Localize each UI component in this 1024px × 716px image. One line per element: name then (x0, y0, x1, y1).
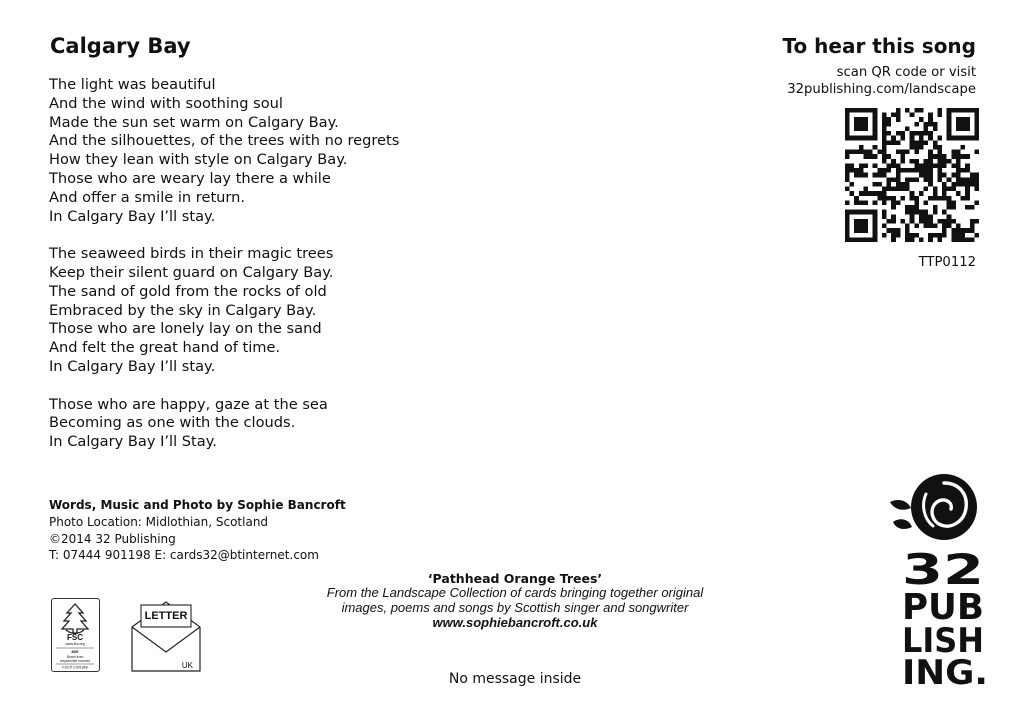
logo-line: 32 (902, 545, 984, 594)
hear-heading: To hear this song (782, 34, 976, 58)
qr-code-icon[interactable] (845, 108, 979, 242)
lyric-line: And felt the great hand of time. (49, 339, 281, 357)
lyric-line: Becoming as one with the clouds. (49, 414, 296, 432)
fsc-sub1: Board from (66, 655, 84, 659)
no-message-note: No message inside (448, 671, 582, 687)
letter-envelope-icon (131, 600, 201, 672)
fsc-sub2: responsible sources (59, 659, 91, 663)
stanza (49, 396, 399, 452)
lyric-line: The sand of gold from the rocks of old (49, 282, 327, 300)
photo-title: ‘Pathhead Orange Trees’ (427, 571, 603, 586)
lyric-line: Those who are weary lay there a while (49, 169, 331, 187)
credit-location: Photo Location: Midlothian, Scotland (49, 514, 269, 529)
lyric-line: And the wind with soothing soul (49, 94, 283, 112)
lyric-line: In Calgary Bay I’ll Stay. (49, 433, 217, 451)
country-label: UK (181, 661, 193, 670)
logo-line: ING. (902, 653, 988, 688)
lyric-line: The light was beautiful (49, 76, 216, 93)
lyric-line: How they lean with style on Calgary Bay. (49, 151, 348, 169)
credit-contact: T: 07444 901198 E: cards32@btinternet.com (49, 548, 319, 563)
stanza (49, 76, 399, 226)
fsc-tree-icon (52, 599, 98, 670)
credit-author: Words, Music and Photo by Sophie Bancroft (49, 498, 346, 512)
lyric-line: The seaweed birds in their magic trees (49, 245, 334, 263)
letter-label: LETTER (144, 610, 188, 622)
credits (49, 497, 346, 564)
lyric-line: Keep their silent guard on Calgary Bay. (49, 263, 334, 281)
logo-line: PUB (902, 587, 984, 628)
product-code: TTP0112 (918, 255, 976, 270)
hear-url[interactable]: 32publishing.com/landscape (787, 82, 976, 97)
fsc-code: FSC® C001869 (62, 665, 88, 670)
website-link[interactable]: www.sophiebancroft.co.uk (432, 615, 598, 630)
collection-desc-2: images, poems and songs by Scottish singer and songwriter (341, 599, 689, 615)
rose-icon (890, 474, 977, 540)
fsc-mix: MIX (71, 649, 79, 654)
fsc-label: FSC (67, 633, 83, 642)
collection-desc-1: From the Landscape Collection of cards bringing together original (326, 585, 704, 600)
fsc-logo (51, 598, 100, 672)
lyric-line: Those who are happy, gaze at the sea (49, 395, 328, 413)
photo-caption (290, 571, 740, 630)
lyric-line: Embraced by the sky in Calgary Bay. (49, 301, 317, 319)
lyric-line: And the silhouettes, of the trees with no regrets (49, 132, 400, 150)
credit-copyright: ©2014 32 Publishing (49, 531, 176, 546)
fsc-site: www.fsc.org (65, 642, 85, 646)
lyrics (49, 76, 399, 471)
logo-line: LISH (902, 621, 984, 661)
lyric-line: Those who are lonely lay on the sand (49, 320, 322, 338)
lyric-line: In Calgary Bay I’ll stay. (49, 357, 216, 375)
hear-song-block (782, 34, 976, 98)
stanza (49, 245, 399, 377)
32-publishing-logo (888, 472, 992, 688)
hear-instruction: scan QR code or visit (836, 65, 976, 80)
song-title: Calgary Bay (50, 34, 191, 58)
lyric-line: Made the sun set warm on Calgary Bay. (49, 113, 339, 131)
lyric-line: And offer a smile in return. (49, 188, 246, 206)
lyric-line: In Calgary Bay I’ll stay. (49, 207, 216, 225)
